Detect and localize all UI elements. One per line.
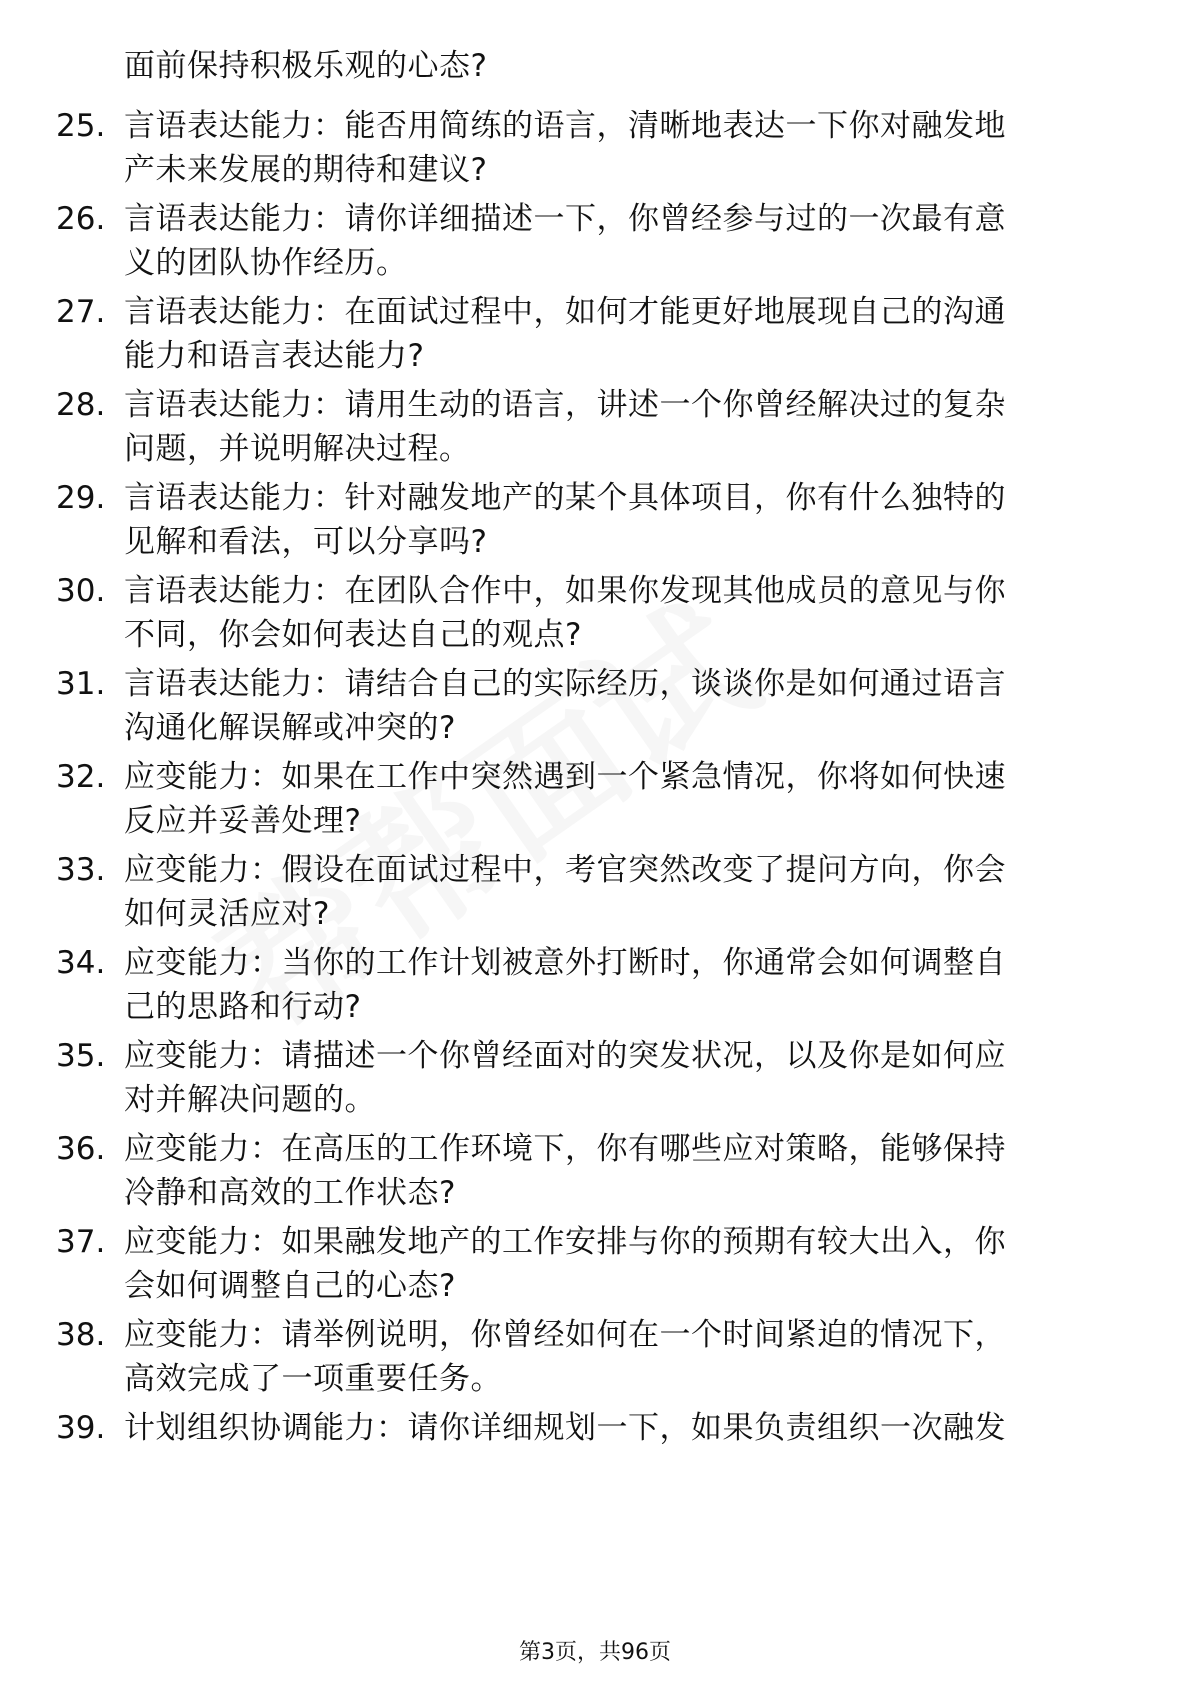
question-number: 37. (56, 1224, 106, 1260)
question-text-line-1: 应变能力：如果融发地产的工作安排与你的预期有较大出入，你 (124, 1224, 1006, 1260)
question-text-line-1: 言语表达能力：请用生动的语言，讲述一个你曾经解决过的复杂 (124, 387, 1006, 423)
question-number: 35. (56, 1038, 106, 1074)
question-number: 33. (56, 852, 106, 888)
question-text-line-2: 产未来发展的期待和建议? (124, 152, 488, 188)
question-text-line-2: 反应并妥善处理? (124, 803, 362, 839)
question-number: 34. (56, 945, 106, 981)
question-text-line-2: 不同，你会如何表达自己的观点? (124, 617, 582, 653)
question-number: 38. (56, 1317, 106, 1353)
question-text-line-1: 应变能力：假设在面试过程中，考官突然改变了提问方向，你会 (124, 852, 1006, 888)
question-number: 30. (56, 573, 106, 609)
question-number: 25. (56, 108, 106, 144)
question-text-line-2: 会如何调整自己的心态? (124, 1268, 456, 1304)
question-text-line-2: 冷静和高效的工作状态? (124, 1175, 456, 1211)
question-number: 36. (56, 1131, 106, 1167)
page-number-footer: 第3页，共96页 (519, 1640, 671, 1665)
question-text-line-1: 言语表达能力：在团队合作中，如果你发现其他成员的意见与你 (124, 573, 1006, 609)
question-text-line-1: 应变能力：请举例说明，你曾经如何在一个时间紧迫的情况下， (124, 1317, 1006, 1353)
question-number: 39. (56, 1410, 106, 1446)
question-number: 31. (56, 666, 106, 702)
question-text-line-1: 言语表达能力：请结合自己的实际经历，谈谈你是如何通过语言 (124, 666, 1006, 702)
question-text-line-1: 应变能力：请描述一个你曾经面对的突发状况，以及你是如何应 (124, 1038, 1006, 1074)
question-text-line-2: 己的思路和行动? (124, 989, 362, 1025)
question-text-line-1: 应变能力：如果在工作中突然遇到一个紧急情况，你将如何快速 (124, 759, 1006, 795)
question-text-line-2: 能力和语言表达能力? (124, 338, 425, 374)
question-text-line-1: 言语表达能力：请你详细描述一下，你曾经参与过的一次最有意 (124, 201, 1006, 237)
question-text-line-2: 沟通化解误解或冲突的? (124, 710, 456, 746)
question-number: 28. (56, 387, 106, 423)
question-text-line-2: 问题，并说明解决过程。 (124, 431, 471, 467)
question-text-line-2: 见解和看法，可以分享吗? (124, 524, 488, 560)
question-text-line-2: 如何灵活应对? (124, 896, 330, 932)
question-text-line-2: 高效完成了一项重要任务。 (124, 1361, 502, 1397)
question-text-line-2: 对并解决问题的。 (124, 1082, 376, 1118)
question-text-line-1: 言语表达能力：在面试过程中，如何才能更好地展现自己的沟通 (124, 294, 1006, 330)
question-text-line-1: 言语表达能力：针对融发地产的某个具体项目，你有什么独特的 (124, 480, 1006, 516)
question-text-line-2: 义的团队协作经历。 (124, 245, 408, 281)
question-number: 27. (56, 294, 106, 330)
question-number: 26. (56, 201, 106, 237)
continued-text-line: 面前保持积极乐观的心态? (124, 48, 488, 84)
question-number: 32. (56, 759, 106, 795)
question-text-line-1: 应变能力：当你的工作计划被意外打断时，你通常会如何调整自 (124, 945, 1006, 981)
question-number: 29. (56, 480, 106, 516)
question-text-line-1: 应变能力：在高压的工作环境下，你有哪些应对策略，能够保持 (124, 1131, 1006, 1167)
question-text-line-1: 言语表达能力：能否用简练的语言，清晰地表达一下你对融发地 (124, 108, 1006, 144)
question-text-line-1: 计划组织协调能力：请你详细规划一下，如果负责组织一次融发 (124, 1410, 1006, 1446)
